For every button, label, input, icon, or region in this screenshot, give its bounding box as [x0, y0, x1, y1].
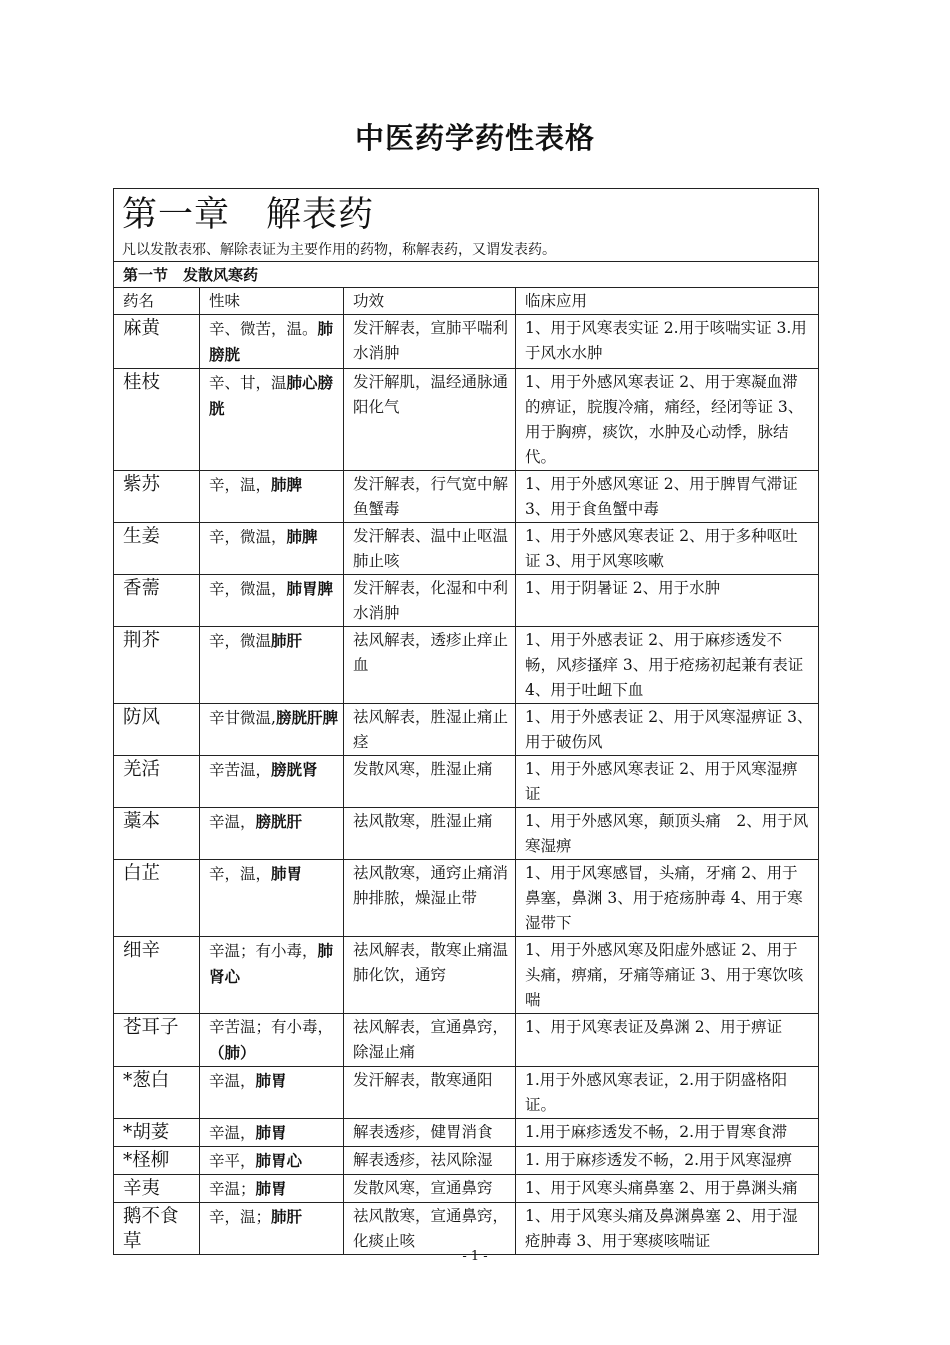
- table-row: [114, 1175, 819, 1203]
- meridian-text: 膀胱肝脾: [275, 708, 338, 727]
- column-header-application: 临床应用: [516, 288, 819, 315]
- herb-nature-taste: [200, 704, 344, 756]
- herb-name: *柽柳: [114, 1147, 200, 1175]
- table-row: [114, 937, 819, 1014]
- herb-effect: 祛风解表，胜湿止痛止痉: [344, 704, 516, 756]
- herb-name: 麻黄: [114, 315, 200, 369]
- herb-nature-taste: [200, 1175, 344, 1203]
- herb-nature-taste: [200, 808, 344, 860]
- document-title: 中医药学药性表格: [354, 121, 595, 155]
- herb-effect: 发汗解表，化湿和中利水消肿: [344, 575, 516, 627]
- nature-text: 辛苦温；有小毒，: [209, 1018, 334, 1036]
- herb-nature-taste: [200, 756, 344, 808]
- herb-nature-taste: [200, 1119, 344, 1147]
- herb-application: 1、用于外感表证 2、用于风寒湿痹证 3、用于破伤风: [516, 704, 819, 756]
- herb-effect: 发汗解肌，温经通脉通阳化气: [344, 369, 516, 471]
- herb-name: 生姜: [114, 523, 200, 575]
- herb-application: 1、用于风寒表证及鼻渊 2、用于痹证: [516, 1014, 819, 1067]
- herb-application: 1、用于外感风寒及阳虚外感证 2、用于头痛，痹痛，牙痛等痛证 3、用于寒饮咳喘: [516, 937, 819, 1014]
- herb-nature-taste: [200, 315, 344, 369]
- table-row: [114, 315, 819, 369]
- nature-text: 辛，微温，: [209, 528, 287, 546]
- herb-name: 辛夷: [114, 1175, 200, 1203]
- herb-effect: 发汗解表，散寒通阳: [344, 1067, 516, 1119]
- meridian-text: 肺胃: [271, 864, 303, 883]
- herb-application: 1、用于风寒头痛及鼻渊鼻塞 2、用于湿疮肿毒 3、用于寒痰咳喘证: [516, 1203, 819, 1255]
- herb-effect: 祛风解表，透疹止痒止血: [344, 627, 516, 704]
- table-row: [114, 1067, 819, 1119]
- nature-text: 辛、甘，温: [209, 374, 287, 392]
- table-row: [114, 704, 819, 756]
- nature-text: 辛，温，: [209, 865, 272, 883]
- herb-name: 桂枝: [114, 369, 200, 471]
- herb-application: 1、用于风寒感冒，头痛，牙痛 2、用于鼻塞，鼻渊 3、用于疮疡肿毒 4、用于寒湿带下: [516, 860, 819, 937]
- meridian-text: 肺胃心: [255, 1151, 303, 1170]
- herb-name: 藁本: [114, 808, 200, 860]
- herb-effect: 发散风寒，宣通鼻窍: [344, 1175, 516, 1203]
- herb-application: 1、用于外感风寒证 2、用于脾胃气滞证 3、用于食鱼蟹中毒: [516, 471, 819, 523]
- herb-nature-taste: [200, 1203, 344, 1255]
- table-row: [114, 1014, 819, 1067]
- nature-text: 辛，微温，: [209, 580, 287, 598]
- chapter-row: [114, 189, 819, 262]
- herb-effect: 祛风散寒，胜湿止痛: [344, 808, 516, 860]
- herb-effect: 发汗解表，行气宽中解鱼蟹毒: [344, 471, 516, 523]
- meridian-text: 肺心膀胱: [209, 373, 334, 418]
- table-row: [114, 575, 819, 627]
- meridian-text: 肺脾: [271, 475, 303, 494]
- chapter-description: 凡以发散表邪、解除表证为主要作用的药物，称解表药，又谓发表药。: [122, 242, 556, 258]
- herb-name: 苍耳子: [114, 1014, 200, 1067]
- meridian-text: 肺胃脾: [286, 579, 334, 598]
- nature-text: 辛温；有小毒，: [209, 942, 318, 960]
- nature-text: 辛温，: [209, 813, 256, 831]
- section-title: 第一节 发散风寒药: [114, 262, 819, 288]
- column-header-nature: 性味: [200, 288, 344, 315]
- herb-effect: 祛风解表，宣通鼻窍，除湿止痛: [344, 1014, 516, 1067]
- meridian-text: 膀胱肾: [271, 760, 318, 779]
- herb-nature-taste: [200, 937, 344, 1014]
- herb-application: 1、用于外感风寒，颠顶头痛 2、用于风寒湿痹: [516, 808, 819, 860]
- meridian-text: 肺肾心: [209, 941, 334, 986]
- herb-name: *胡荽: [114, 1119, 200, 1147]
- herb-name: 紫苏: [114, 471, 200, 523]
- herb-name: 防风: [114, 704, 200, 756]
- nature-text: 辛平，: [209, 1152, 256, 1170]
- table-row: [114, 808, 819, 860]
- herb-effect: 解表透疹，祛风除湿: [344, 1147, 516, 1175]
- herb-effect: 发散风寒，胜湿止痛: [344, 756, 516, 808]
- herb-application: 1、用于风寒头痛鼻塞 2、用于鼻渊头痛: [516, 1175, 819, 1203]
- herb-application: 1、用于阴暑证 2、用于水肿: [516, 575, 819, 627]
- herb-application: 1、用于风寒表实证 2.用于咳喘实证 3.用于风水水肿: [516, 315, 819, 369]
- herb-nature-taste: [200, 523, 344, 575]
- header-row: [114, 288, 819, 315]
- meridian-text: 肺胃: [255, 1179, 287, 1198]
- meridian-text: 膀胱肝: [255, 812, 303, 831]
- table-row: [114, 1147, 819, 1175]
- herb-application: 1、用于外感风寒表证 2、用于风寒湿痹证: [516, 756, 819, 808]
- herb-application: 1、用于外感表证 2、用于麻疹透发不畅，风疹搔痒 3、用于疮疡初起兼有表证 4、用于吐衄下血: [516, 627, 819, 704]
- section-row: [114, 262, 819, 288]
- page-number: - 1 -: [462, 1249, 488, 1264]
- herb-application: 1.用于麻疹透发不畅，2.用于胃寒食滞: [516, 1119, 819, 1147]
- meridian-text: （肺）: [209, 1043, 256, 1062]
- herb-nature-taste: [200, 860, 344, 937]
- herb-nature-taste: [200, 1067, 344, 1119]
- table-row: [114, 471, 819, 523]
- herb-effect: 发汗解表，宣肺平喘利水消肿: [344, 315, 516, 369]
- herb-name: 细辛: [114, 937, 200, 1014]
- table-row: [114, 627, 819, 704]
- herb-name: 羌活: [114, 756, 200, 808]
- herb-application: 1. 用于麻疹透发不畅，2.用于风寒湿痹: [516, 1147, 819, 1175]
- herb-name: 鹅不食草: [114, 1203, 200, 1255]
- table-row: [114, 369, 819, 471]
- nature-text: 辛甘微温,: [209, 709, 276, 727]
- herb-nature-taste: [200, 1147, 344, 1175]
- column-header-effect: 功效: [344, 288, 516, 315]
- herb-name: 白芷: [114, 860, 200, 937]
- herb-name: 香薷: [114, 575, 200, 627]
- nature-text: 辛苦温，: [209, 761, 272, 779]
- herb-application: 1.用于外感风寒表证，2.用于阴盛格阳证。: [516, 1067, 819, 1119]
- herb-name: 荆芥: [114, 627, 200, 704]
- herb-application: 1、用于外感风寒表证 2、用于寒凝血滞的痹证，脘腹冷痛，痛经，经闭等证 3、用于胸痹，痰饮，水肿及心动悸，脉结代。: [516, 369, 819, 471]
- herb-nature-taste: [200, 369, 344, 471]
- herb-application: 1、用于外感风寒表证 2、用于多种呕吐证 3、用于风寒咳嗽: [516, 523, 819, 575]
- table-row: [114, 756, 819, 808]
- herb-nature-taste: [200, 627, 344, 704]
- herb-effect: 祛风散寒，通窍止痛消肿排脓，燥湿止带: [344, 860, 516, 937]
- herb-table: [113, 188, 819, 1255]
- meridian-text: 肺膀胱: [209, 319, 334, 364]
- nature-text: 辛，温，: [209, 476, 272, 494]
- table-row: [114, 860, 819, 937]
- meridian-text: 肺肝: [271, 1207, 303, 1226]
- meridian-text: 肺胃: [255, 1071, 287, 1090]
- meridian-text: 肺脾: [286, 527, 318, 546]
- meridian-text: 肺肝: [271, 631, 303, 650]
- column-header-name: 药名: [114, 288, 200, 315]
- table-row: [114, 1119, 819, 1147]
- nature-text: 辛，温；: [209, 1208, 272, 1226]
- nature-text: 辛温；: [209, 1180, 256, 1198]
- chapter-title: 第一章 解表药: [122, 195, 375, 235]
- herb-effect: 发汗解表、温中止呕温肺止咳: [344, 523, 516, 575]
- table-row: [114, 523, 819, 575]
- nature-text: 辛温，: [209, 1124, 256, 1142]
- herb-nature-taste: [200, 1014, 344, 1067]
- herb-nature-taste: [200, 575, 344, 627]
- table-row: [114, 1203, 819, 1255]
- nature-text: 辛，微温: [209, 632, 272, 650]
- herb-name: *葱白: [114, 1067, 200, 1119]
- meridian-text: 肺胃: [255, 1123, 287, 1142]
- chapter-cell: [114, 189, 819, 262]
- herb-effect: 解表透疹，健胃消食: [344, 1119, 516, 1147]
- herb-nature-taste: [200, 471, 344, 523]
- nature-text: 辛、微苦，温。: [209, 320, 318, 338]
- herb-effect: 祛风解表，散寒止痛温肺化饮，通窍: [344, 937, 516, 1014]
- herb-effect: 祛风散寒，宣通鼻窍，化痰止咳: [344, 1203, 516, 1255]
- nature-text: 辛温，: [209, 1072, 256, 1090]
